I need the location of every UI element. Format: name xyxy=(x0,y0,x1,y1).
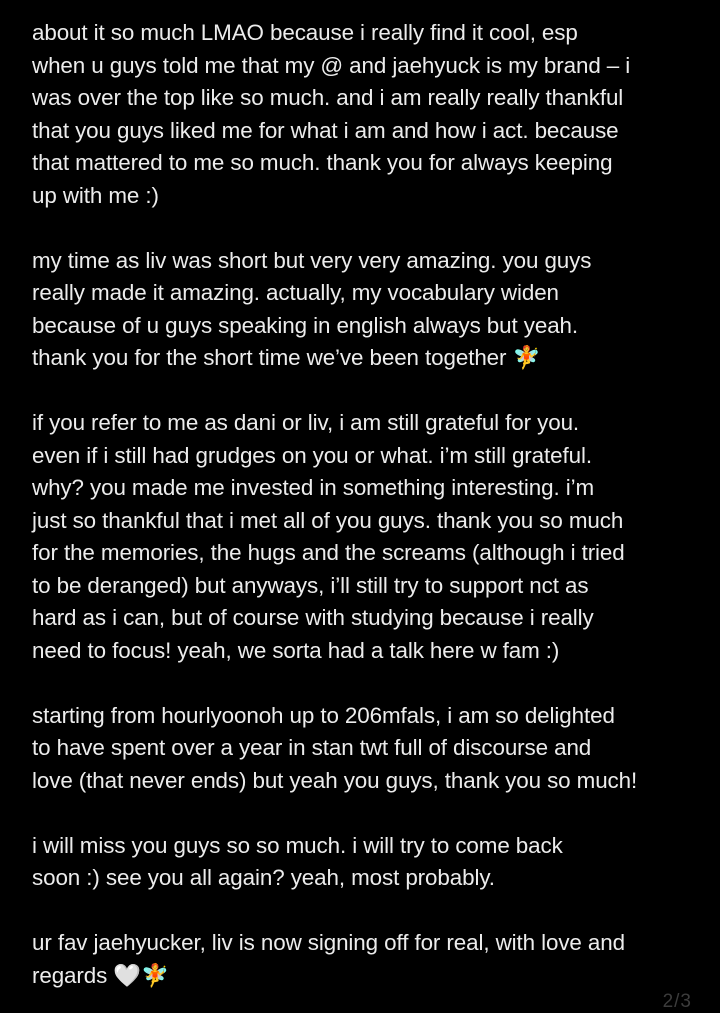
note-paragraph: my time as liv was short but very very amazing. you guys really made it amazing. actually, my vocabulary widen because of u guys speaking in english always but yeah. thank you for the short time we’ve been together 🧚 xyxy=(32,247,592,370)
paragraph-spacer xyxy=(32,797,700,830)
paragraph-spacer xyxy=(32,212,700,245)
paragraph-spacer xyxy=(32,895,700,928)
page-indicator: 2/3 xyxy=(662,991,692,1012)
note-paragraph: starting from hourlyoonoh up to 206mfals, i am so delighted to have spent over a year in stan twt full of discourse and love (that never ends) but yeah you guys, thank you so much! xyxy=(32,702,638,793)
note-paragraph: i will miss you guys so so much. i will try to come back soon :) see you all again? yeah, most probably. xyxy=(32,832,563,890)
note-paragraph: ur fav jaehyucker, liv is now signing off for real, with love and regards 🤍🧚 xyxy=(32,930,625,988)
note-paragraph: about it so much LMAO because i really find it cool, esp when u guys told me that my @ and jaehyuck is my brand – i was over the top like so much. and i am really really thankful that you guys liked me for what i am and how i act. because that mattered to me so much. thank you for always keeping up with me :) xyxy=(32,20,631,208)
paragraph-spacer xyxy=(32,375,700,408)
paragraph-spacer xyxy=(32,667,700,700)
note-paragraph: if you refer to me as dani or liv, i am still grateful for you. even if i still had grudges on you or what. i’m still grateful. why? you made me invested in something interesting. i’m just so thankful that i met all of you guys. thank you so much for the memories, the hugs and the screams (although i tried to be deranged) but anyways, i’ll still try to support nct as hard as i can, but of course with studying because i really need to focus! yeah, we sorta had a talk here w fam :) xyxy=(32,410,625,663)
note-body xyxy=(32,17,700,992)
